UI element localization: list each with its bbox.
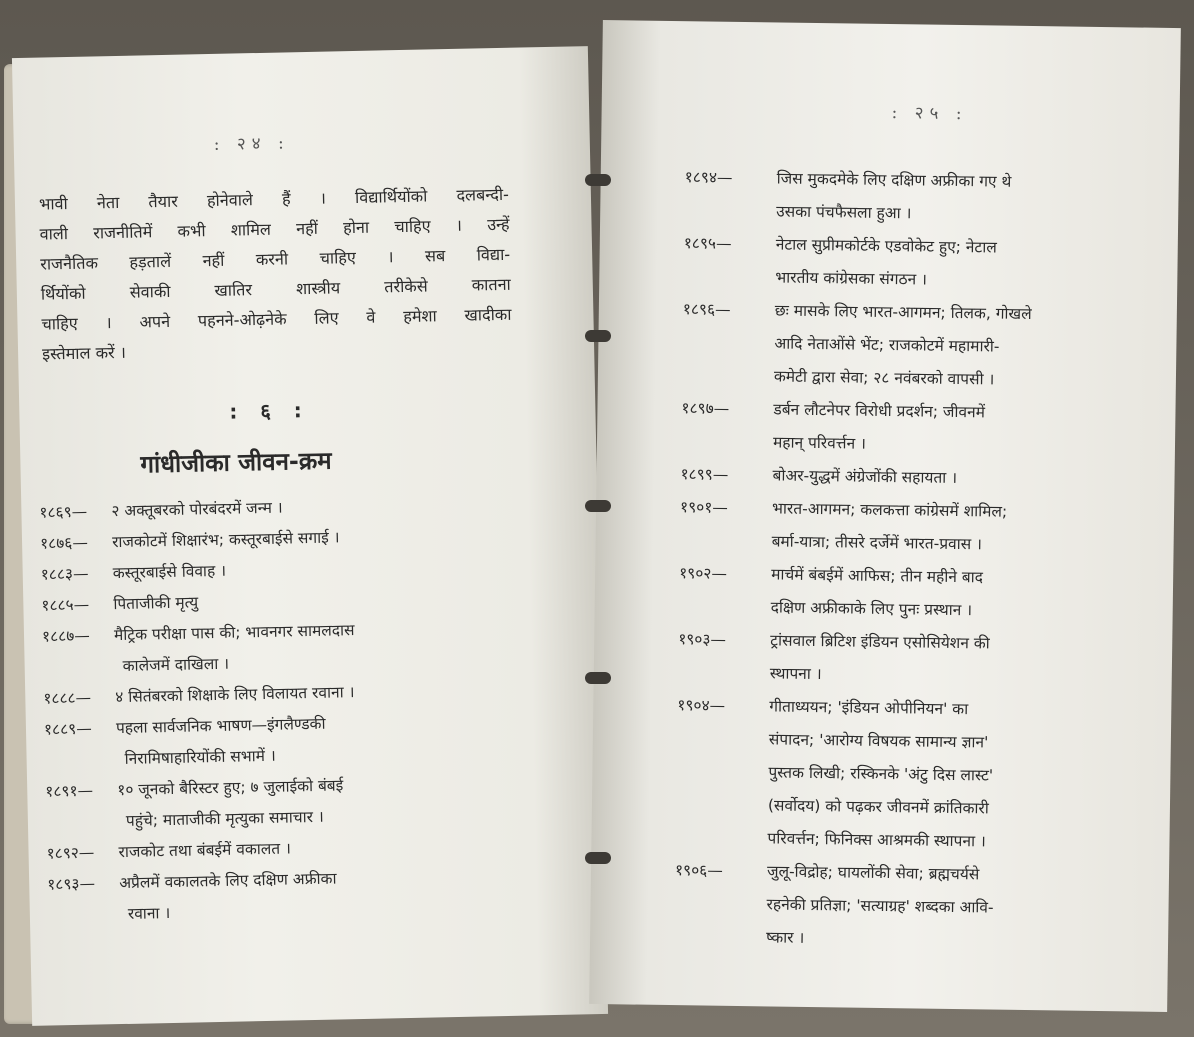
entry-year: १८९६— bbox=[682, 300, 731, 319]
entry-text: कमेटी द्वारा सेवा; २८ नवंबरको वापसी । bbox=[773, 367, 995, 389]
chapter-heading: गांधीजीका जीवन-क्रम bbox=[140, 446, 332, 479]
binding-stitch bbox=[585, 330, 611, 342]
entry-text: ष्कार । bbox=[765, 928, 805, 947]
page-number: : २४ : bbox=[213, 133, 290, 155]
entry-text: स्थापना । bbox=[769, 664, 822, 684]
entry-text: बर्मा-यात्रा; तीसरे दर्जेमें भारत-प्रवास । bbox=[771, 532, 983, 554]
timeline-list bbox=[674, 161, 1163, 960]
entry-text: छः मासके लिए भारत-आगमन; तिलक, गोखले bbox=[774, 301, 1032, 324]
entry-year: १८८८— bbox=[43, 688, 92, 708]
section-number: : ६ : bbox=[229, 397, 310, 424]
entry-year: १८६९— bbox=[39, 502, 88, 522]
entry-text: बोअर-युद्धमें अंग्रेजोंकी सहायता । bbox=[772, 466, 958, 488]
entry-text: पहला सार्वजनिक भाषण—इंगलैण्डकी bbox=[115, 714, 326, 738]
entry-year: १८८९— bbox=[43, 719, 92, 739]
timeline-entry bbox=[47, 860, 528, 932]
entry-text: महान् परिवर्त्तन । bbox=[772, 433, 867, 453]
timeline-list bbox=[39, 488, 528, 932]
entry-year: १९०६— bbox=[674, 861, 723, 880]
entry-year: १८९५— bbox=[683, 234, 732, 253]
entry-year: १८८३— bbox=[40, 564, 89, 584]
entry-year: १८८५— bbox=[41, 595, 90, 615]
entry-text: ४ सितंबरको शिक्षाके लिए विलायत रवाना । bbox=[115, 683, 355, 707]
entry-text: रहनेकी प्रतिज्ञा; 'सत्याग्रह' शब्दका आवि- bbox=[766, 895, 994, 917]
entry-text: राजकोट तथा बंबईमें वकालत । bbox=[118, 839, 292, 862]
timeline-entry bbox=[42, 612, 523, 684]
entry-year: १९०३— bbox=[678, 630, 727, 649]
paragraph-line: वाली राजनीतिमें कभी शामिल नहीं होना चाहिए । उन्हें bbox=[39, 214, 510, 244]
timeline-entry bbox=[682, 293, 1161, 399]
entry-year: १८९७— bbox=[681, 399, 730, 418]
binding-stitch bbox=[585, 500, 611, 512]
entry-text: ट्रांसवाल ब्रिटिश इंडियन एसोसियेशन की bbox=[770, 631, 990, 653]
page-number: : २५ : bbox=[891, 103, 968, 125]
entry-text: परिवर्त्तन; फिनिक्स आश्रमकी स्थापना । bbox=[767, 829, 986, 851]
timeline-entry bbox=[674, 854, 1153, 960]
left-page bbox=[12, 46, 608, 1026]
entry-text: उसका पंचफैसला हुआ । bbox=[776, 202, 912, 223]
entry-year: १८८७— bbox=[41, 626, 90, 646]
entry-text: कस्तूरबाईसे विवाह । bbox=[112, 561, 227, 583]
right-page bbox=[589, 20, 1181, 1012]
timeline-entry bbox=[44, 705, 525, 777]
binding-stitch bbox=[585, 852, 611, 864]
paragraph-line: र्थियोंको सेवाकी खातिर शास्त्रीय तरीकेसे कातना bbox=[40, 274, 511, 304]
entry-text: रवाना । bbox=[127, 904, 171, 923]
entry-text: डर्बन लौटनेपर विरोधी प्रदर्शन; जीवनमें bbox=[773, 400, 986, 422]
entry-text: मार्चमें बंबईमें आफिस; तीन महीने बाद bbox=[771, 565, 984, 587]
paragraph bbox=[39, 180, 513, 370]
entry-year: १८९९— bbox=[680, 465, 729, 484]
entry-text: दक्षिण अफ्रीकाके लिए पुनः प्रस्थान । bbox=[770, 598, 973, 620]
timeline-entry bbox=[681, 392, 1160, 465]
binding-stitch bbox=[585, 672, 611, 684]
entry-text: आदि नेताओंसे भेंट; राजकोटमें महामारी- bbox=[774, 334, 1000, 356]
entry-text: भारतीय कांग्रेसका संगठन । bbox=[775, 268, 928, 289]
entry-text: नेटाल सुप्रीमकोर्टके एडवोकेट हुए; नेटाल bbox=[775, 235, 997, 257]
entry-text: निरामिषाहारियोंकी सभामें । bbox=[124, 746, 276, 768]
timeline-entry bbox=[683, 227, 1162, 300]
entry-year: १८९१— bbox=[45, 781, 94, 801]
entry-text: पहुंचे; माताजीकी मृत्युका समाचार । bbox=[125, 807, 324, 830]
entry-year: १८७६— bbox=[39, 533, 89, 553]
timeline-entry bbox=[679, 491, 1158, 564]
entry-text: राजकोटमें शिक्षारंभ; कस्तूरबाईसे सगाई । bbox=[111, 528, 340, 552]
entry-year: १८९३— bbox=[47, 874, 96, 894]
paragraph-line: भावी नेता तैयार होनेवाले हैं । विद्यार्थियोंको दलबन्दी- bbox=[38, 184, 510, 214]
entry-text: गीताध्ययन; 'इंडियन ओपीनियन' का bbox=[769, 697, 969, 719]
entry-year: १८९४— bbox=[684, 168, 733, 187]
entry-text: जुलू-विद्रोह; घायलोंकी सेवा; ब्रह्मचर्यसे bbox=[766, 862, 980, 884]
entry-text: संपादन; 'आरोग्य विषयक सामान्य ज्ञान' bbox=[768, 730, 989, 752]
entry-text: मैट्रिक परीक्षा पास की; भावनगर सामलदास bbox=[113, 621, 355, 645]
binding-stitch bbox=[585, 174, 611, 186]
entry-year: १८९२— bbox=[46, 843, 95, 863]
entry-text: पिताजीकी मृत्यु bbox=[113, 593, 199, 614]
timeline-entry bbox=[684, 161, 1163, 234]
timeline-entry bbox=[45, 767, 526, 839]
entry-year: १९०१— bbox=[679, 498, 728, 517]
entry-year: १९०४— bbox=[677, 696, 726, 715]
entry-text: अप्रैलमें वकालतके लिए दक्षिण अफ्रीका bbox=[119, 869, 337, 893]
paragraph-line: राजनैतिक हड़तालें नहीं करनी चाहिए । सब विद्या- bbox=[40, 244, 511, 274]
timeline-entry bbox=[675, 689, 1155, 861]
paragraph-line: चाहिए । अपने पहनने-ओढ़नेके लिए वे हमेशा खादीका bbox=[41, 304, 512, 334]
entry-text: कालेजमें दाखिला । bbox=[122, 654, 230, 675]
entry-text: पुस्तक लिखी; रस्किनके 'अंटु दिस लास्ट' bbox=[768, 763, 994, 785]
entry-text: भारत-आगमन; कलकत्ता कांग्रेसमें शामिल; bbox=[771, 499, 1008, 521]
entry-text: २ अक्तूबरको पोरबंदरमें जन्म । bbox=[111, 498, 283, 521]
timeline-entry bbox=[678, 557, 1157, 630]
paragraph-line: इस्तेमाल करें । bbox=[41, 342, 127, 364]
entry-text: जिस मुकदमेके लिए दक्षिण अफ्रीका गए थे bbox=[776, 169, 1012, 191]
timeline-entry bbox=[678, 623, 1157, 696]
entry-text: (सर्वोदय) को पढ़कर जीवनमें क्रांतिकारी bbox=[767, 796, 989, 818]
entry-year: १९०२— bbox=[679, 564, 728, 583]
entry-text: १० जूनको बैरिस्टर हुए; ७ जुलाईको बंबई bbox=[117, 776, 344, 800]
